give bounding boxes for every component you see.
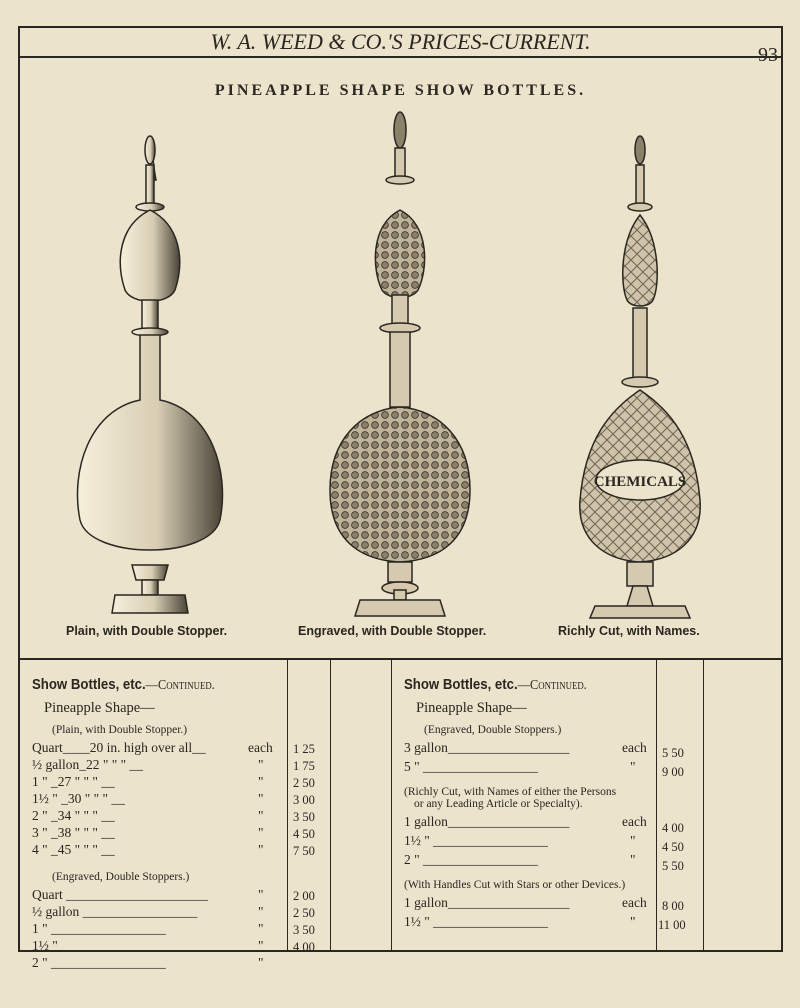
price-row: 1 gallon__________________ each [404,895,647,910]
price-row: 3 " _38 " " " __ " [32,825,264,840]
left-note-engraved: (Engraved, Double Stoppers.) [52,871,190,883]
handles-price-rows [404,895,654,933]
caption-engraved: Engraved, with Double Stopper. [298,624,487,638]
plain-price-rows [32,740,282,859]
price-row: Quart _____________________ " [32,887,264,902]
price: 4 00 [662,821,684,835]
price: 5 50 [662,859,684,873]
price-row: 1 gallon__________________ each [404,814,647,829]
price-row: 5 " _________________ " [404,759,636,774]
price: 3 50 [293,810,315,824]
right-note-engraved: (Engraved, Double Stoppers.) [424,724,562,736]
price-row: 3 gallon__________________ each [404,740,647,755]
price: 8 00 [662,899,684,913]
price: 4 50 [662,840,684,854]
right-price-column [404,676,654,933]
price-column-rule [287,660,288,952]
left-subheading: Pineapple Shape— [44,700,155,716]
right-section-heading: Show Bottles, etc.—Continued. [404,676,587,693]
price: 2 50 [293,906,315,920]
plain-bottle-illustration [70,110,250,620]
plate-divider [18,658,783,660]
price-column-rule [330,660,331,952]
engraved-price-rows [32,887,282,972]
price-row: 1 " _27 " " " __ " [32,774,264,789]
left-price-column [32,676,282,972]
price-column-rule [656,660,657,952]
price: 3 00 [293,793,315,807]
chemicals-label: CHEMICALS [593,474,687,490]
price: 3 50 [293,923,315,937]
right-note-handles: (With Handles Cut with Stars or other Devices.) [404,879,626,891]
price: 2 00 [293,889,315,903]
price-row: 1½ " _30 " " " __ " [32,791,264,806]
price-row: 1½ " _________________ " [32,938,264,953]
price-row: 2 " _________________ " [32,955,264,970]
price-column-rule [703,660,704,952]
price-row: ½ gallon _________________ " [32,904,264,919]
running-title: W. A. WEED & CO.'S PRICES-CURRENT. [18,24,783,58]
right-subheading: Pineapple Shape— [416,700,527,716]
price: 5 50 [662,746,684,760]
page-number: 93 [758,44,778,66]
plate-title: PINEAPPLE SHAPE SHOW BOTTLES. [214,82,587,99]
left-section-heading: Show Bottles, etc.—Continued. [32,676,215,693]
cut-price-rows [404,814,654,871]
price-row: 4 " _45 " " " __ " [32,842,264,857]
engraved-bottle-illustration [320,110,480,620]
price-row: Quart____20 in. high over all__ each [32,740,273,755]
caption-plain: Plain, with Double Stopper. [66,624,228,638]
price-row: 1½ " _________________ " [404,914,636,929]
caption-cut: Richly Cut, with Names. [558,624,700,638]
right-note-cut: (Richly Cut, with Names of either the Persons or any Leading Article or Specialty). [404,786,617,810]
price-row: ½ gallon_22 " " " __ " [32,757,264,772]
price-row: 2 " _________________ " [404,852,636,867]
left-note-plain: (Plain, with Double Stopper.) [52,724,188,736]
price-row: 1 " _________________ " [32,921,264,936]
price: 1 75 [293,759,315,773]
price: 7 50 [293,844,315,858]
column-divider [391,660,392,952]
price: 4 50 [293,827,315,841]
price: 1 25 [293,742,315,756]
price: 9 00 [662,765,684,779]
price-row: 2 " _34 " " " __ " [32,808,264,823]
price: 11 00 [658,918,686,932]
price: 4 00 [293,940,315,954]
price-row: 1½ " _________________ " [404,833,636,848]
cut-bottle-illustration [565,110,715,620]
engraved-large-rows [404,740,654,778]
price: 2 50 [293,776,315,790]
